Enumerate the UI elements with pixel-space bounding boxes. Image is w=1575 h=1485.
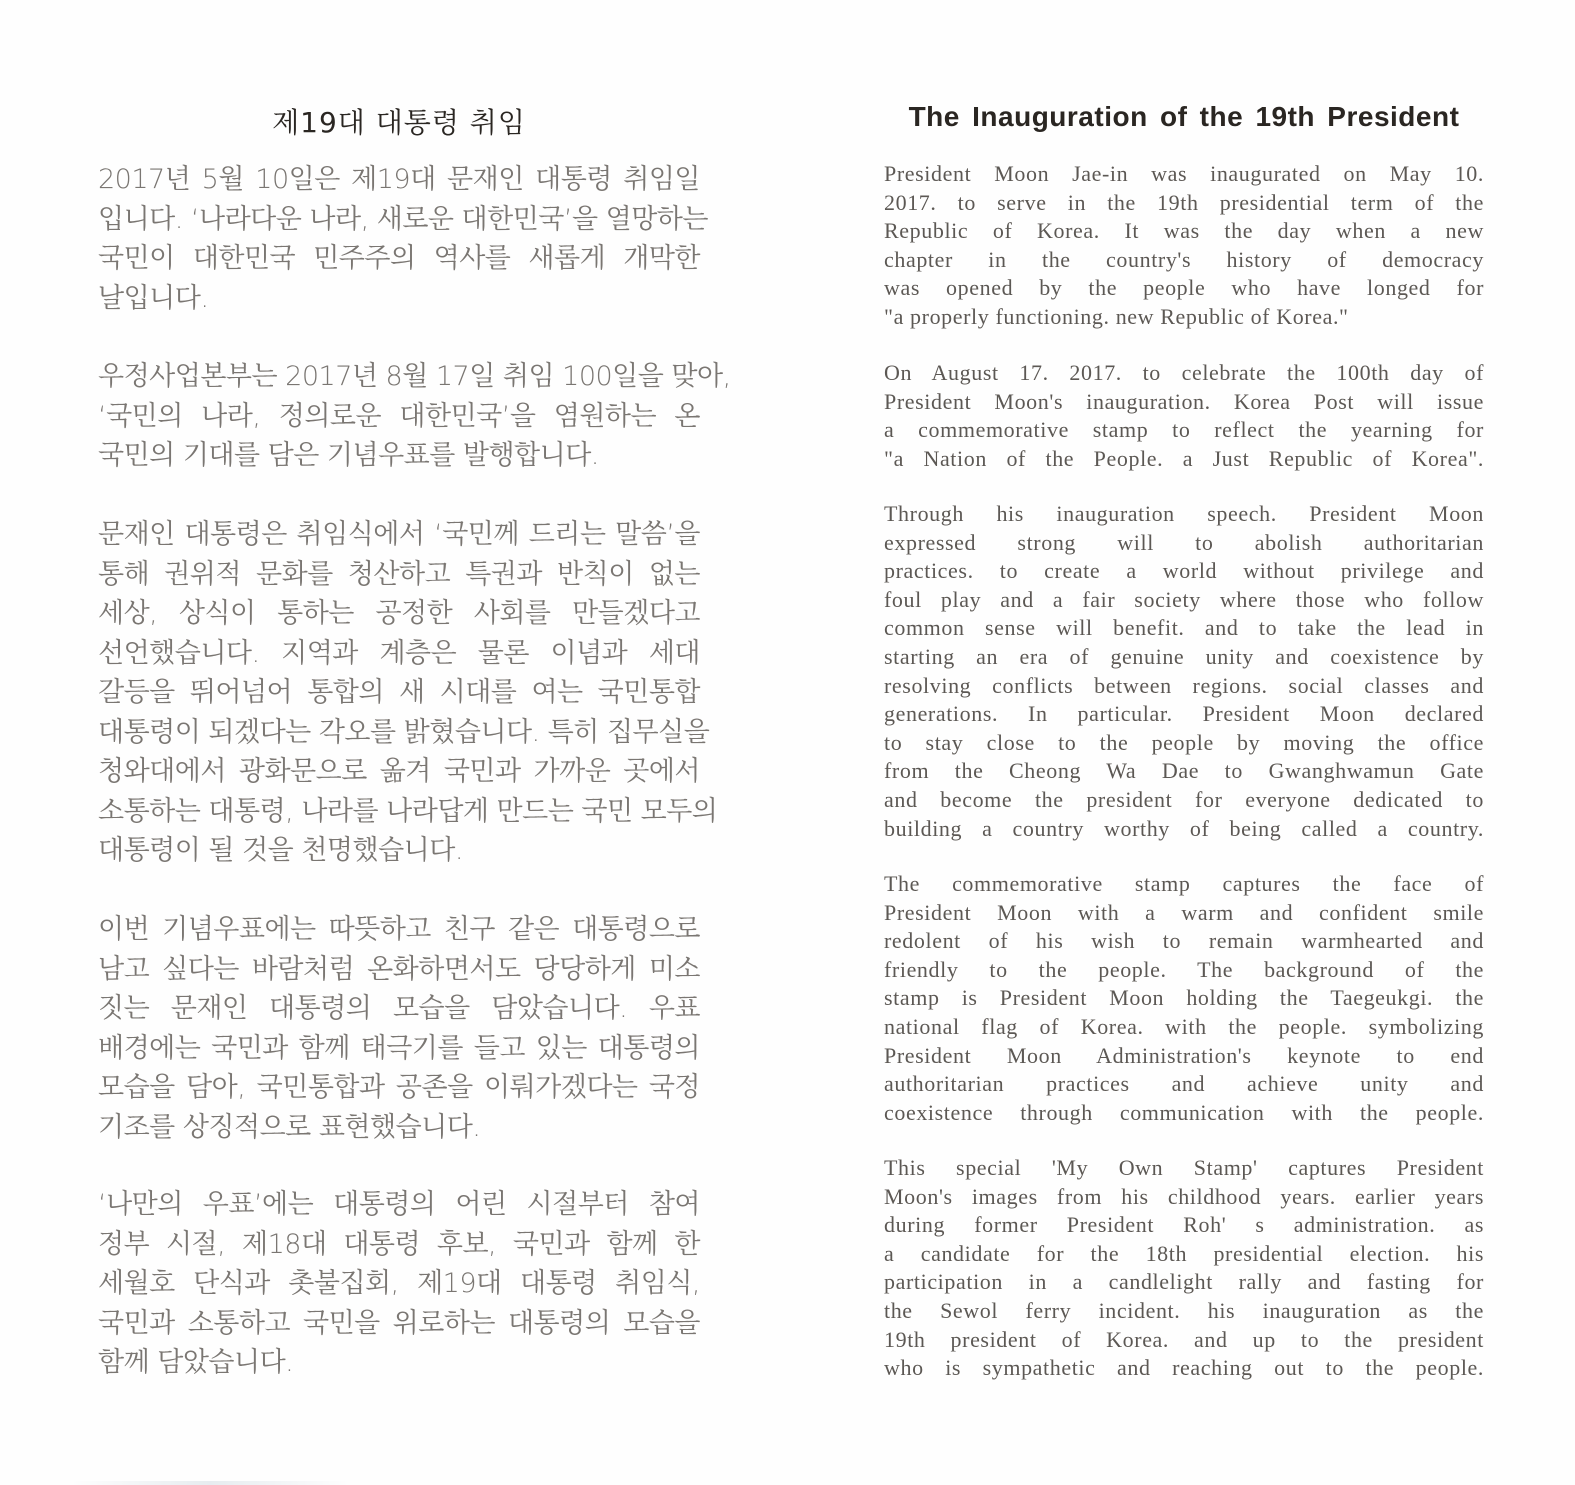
text-line: 2017. to serve in the 19th presidential term of the xyxy=(884,189,1484,215)
text-line: 통해 권위적 문화를 청산하고 특권과 반칙이 없는 xyxy=(98,558,700,590)
text-line: redolent of his wish to remain warmhearted and xyxy=(884,928,1484,954)
text-line: common sense will benefit. and to take the lead in xyxy=(884,615,1484,641)
text-line: 청와대에서 광화문으로 옮겨 국민과 가까운 곳에서 xyxy=(98,756,700,787)
text-line: Through his inauguration speech. President Moon xyxy=(884,501,1484,526)
korean-paragraph-3 xyxy=(98,515,718,871)
text-line: President Moon Jae-in was inaugurated on May 10. xyxy=(884,161,1484,186)
text-line: was opened by the people who have longed for xyxy=(884,275,1484,301)
text-line: friendly to the people. The background of the xyxy=(884,956,1484,982)
text-line: 국민과 소통하고 국민을 위로하는 대통령의 모습을 xyxy=(98,1307,700,1339)
scan-edge-artifact xyxy=(70,1481,350,1485)
text-line: Moon's images from his childhood years. earlier years xyxy=(884,1183,1484,1209)
english-title: The Inauguration of the 19th President xyxy=(908,100,1460,132)
text-line: 기조를 상징적으로 표현했습니다. xyxy=(98,1111,481,1143)
korean-paragraph-4 xyxy=(98,910,700,1147)
text-line: during former President Roh' s administration. as xyxy=(884,1212,1484,1238)
text-line: a commemorative stamp to reflect the yearning for xyxy=(884,417,1484,443)
text-line: generations. In particular. President Moon declared xyxy=(884,701,1484,727)
text-line: 세상, 상식이 통하는 공정한 사회를 만들겠다고 xyxy=(98,598,700,629)
text-line: ‘국민의 나라, 정의로운 대한민국’을 염원하는 온 xyxy=(98,400,700,432)
text-line: 이번 기념우표에는 따뜻하고 친구 같은 대통령으로 xyxy=(98,914,700,945)
text-line: 날입니다. xyxy=(98,282,209,314)
text-line: On August 17. 2017. to celebrate the 100th day of xyxy=(884,360,1484,385)
text-line: 2017년 5월 10일은 제19대 문재인 대통령 취임일 xyxy=(98,164,700,195)
text-line: 세월호 단식과 촛불집회, 제19대 대통령 취임식, xyxy=(98,1268,700,1299)
text-line: coexistence through communication with the people. xyxy=(884,1099,1484,1125)
text-line: 갈등을 뛰어넘어 통합의 새 시대를 여는 국민통합 xyxy=(98,677,700,708)
text-line: from the Cheong Wa Dae to Gwanghwamun Gate xyxy=(884,758,1484,784)
text-line: practices. to create a world without privilege and xyxy=(884,558,1484,584)
text-line: a candidate for the 18th presidential election. his xyxy=(884,1240,1484,1266)
text-line: This special 'My Own Stamp' captures President xyxy=(884,1155,1484,1180)
text-line: 문재인 대통령은 취임식에서 ‘국민께 드리는 말씀’을 xyxy=(98,519,700,550)
text-line: 19th president of Korea. and up to the president xyxy=(884,1326,1484,1352)
text-line: the Sewol ferry incident. his inauguration as the xyxy=(884,1297,1484,1323)
text-line: 모습을 담아, 국민통합과 공존을 이뤄가겠다는 국정 xyxy=(98,1072,700,1103)
english-paragraph-4 xyxy=(884,870,1484,1127)
text-line: starting an era of genuine unity and coexistence by xyxy=(884,643,1484,669)
english-paragraph-1 xyxy=(884,160,1484,332)
text-line: stamp is President Moon holding the Taegeukgi. the xyxy=(884,985,1484,1011)
text-line: "a Nation of the People. a Just Republic of Korea". xyxy=(884,445,1484,471)
korean-paragraph-5 xyxy=(98,1185,700,1383)
text-line: President Moon Administration's keynote to end xyxy=(884,1042,1484,1068)
text-line: "a properly functioning. new Republic of Korea." xyxy=(884,303,1349,329)
text-line: and become the president for everyone dedicated to xyxy=(884,786,1484,812)
text-line: 입니다. ‘나라다운 나라, 새로운 대한민국’을 열망하는 xyxy=(98,203,708,235)
text-line: who is sympathetic and reaching out to the people. xyxy=(884,1355,1484,1381)
text-line: President Moon's inauguration. Korea Post will issue xyxy=(884,388,1484,414)
korean-paragraph-1 xyxy=(98,160,708,318)
text-line: ‘나만의 우표’에는 대통령의 어린 시절부터 참여 xyxy=(98,1189,700,1220)
english-paragraph-3 xyxy=(884,500,1484,843)
text-line: resolving conflicts between regions. social classes and xyxy=(884,672,1484,698)
text-line: 배경에는 국민과 함께 태극기를 들고 있는 대통령의 xyxy=(98,1032,700,1064)
text-line: 함께 담았습니다. xyxy=(98,1347,294,1378)
text-line: 정부 시절, 제18대 대통령 후보, 국민과 함께 한 xyxy=(98,1228,700,1260)
text-line: national flag of Korea. with the people. symbolizing xyxy=(884,1013,1484,1039)
text-line: 대통령이 될 것을 천명했습니다. xyxy=(98,835,463,866)
text-line: building a country worthy of being called a country. xyxy=(884,815,1484,841)
text-line: 선언했습니다. 지역과 계층은 물론 이념과 세대 xyxy=(98,637,700,669)
english-paragraph-5 xyxy=(884,1154,1484,1383)
text-line: expressed strong will to abolish authoritarian xyxy=(884,529,1484,555)
korean-paragraph-2 xyxy=(98,357,731,476)
korean-title: 제19대 대통령 취임 xyxy=(272,105,526,139)
text-line: authoritarian practices and achieve unity and xyxy=(884,1071,1484,1097)
text-line: foul play and a fair society where those who follow xyxy=(884,586,1484,612)
text-line: 짓는 문재인 대통령의 모습을 담았습니다. 우표 xyxy=(98,993,700,1024)
text-line: 국민이 대한민국 민주주의 역사를 새롭게 개막한 xyxy=(98,243,700,274)
english-paragraph-2 xyxy=(884,359,1484,473)
text-line: participation in a candlelight rally and fasting for xyxy=(884,1269,1484,1295)
text-line: chapter in the country's history of democracy xyxy=(884,246,1484,272)
text-line: 대통령이 되겠다는 각오를 밝혔습니다. 특히 집무실을 xyxy=(98,716,710,748)
text-line: 남고 싶다는 바람처럼 온화하면서도 당당하게 미소 xyxy=(98,953,700,985)
text-line: The commemorative stamp captures the face of xyxy=(884,871,1484,896)
text-line: Republic of Korea. It was the day when a new xyxy=(884,218,1484,244)
text-line: President Moon with a warm and confident smile xyxy=(884,899,1484,925)
text-line: 우정사업본부는 2017년 8월 17일 취임 100일을 맞아, xyxy=(98,361,731,392)
text-line: to stay close to the people by moving the office xyxy=(884,729,1484,755)
text-line: 국민의 기대를 담은 기념우표를 발행합니다. xyxy=(98,440,599,471)
text-line: 소통하는 대통령, 나라를 나라답게 만드는 국민 모두의 xyxy=(98,795,718,827)
